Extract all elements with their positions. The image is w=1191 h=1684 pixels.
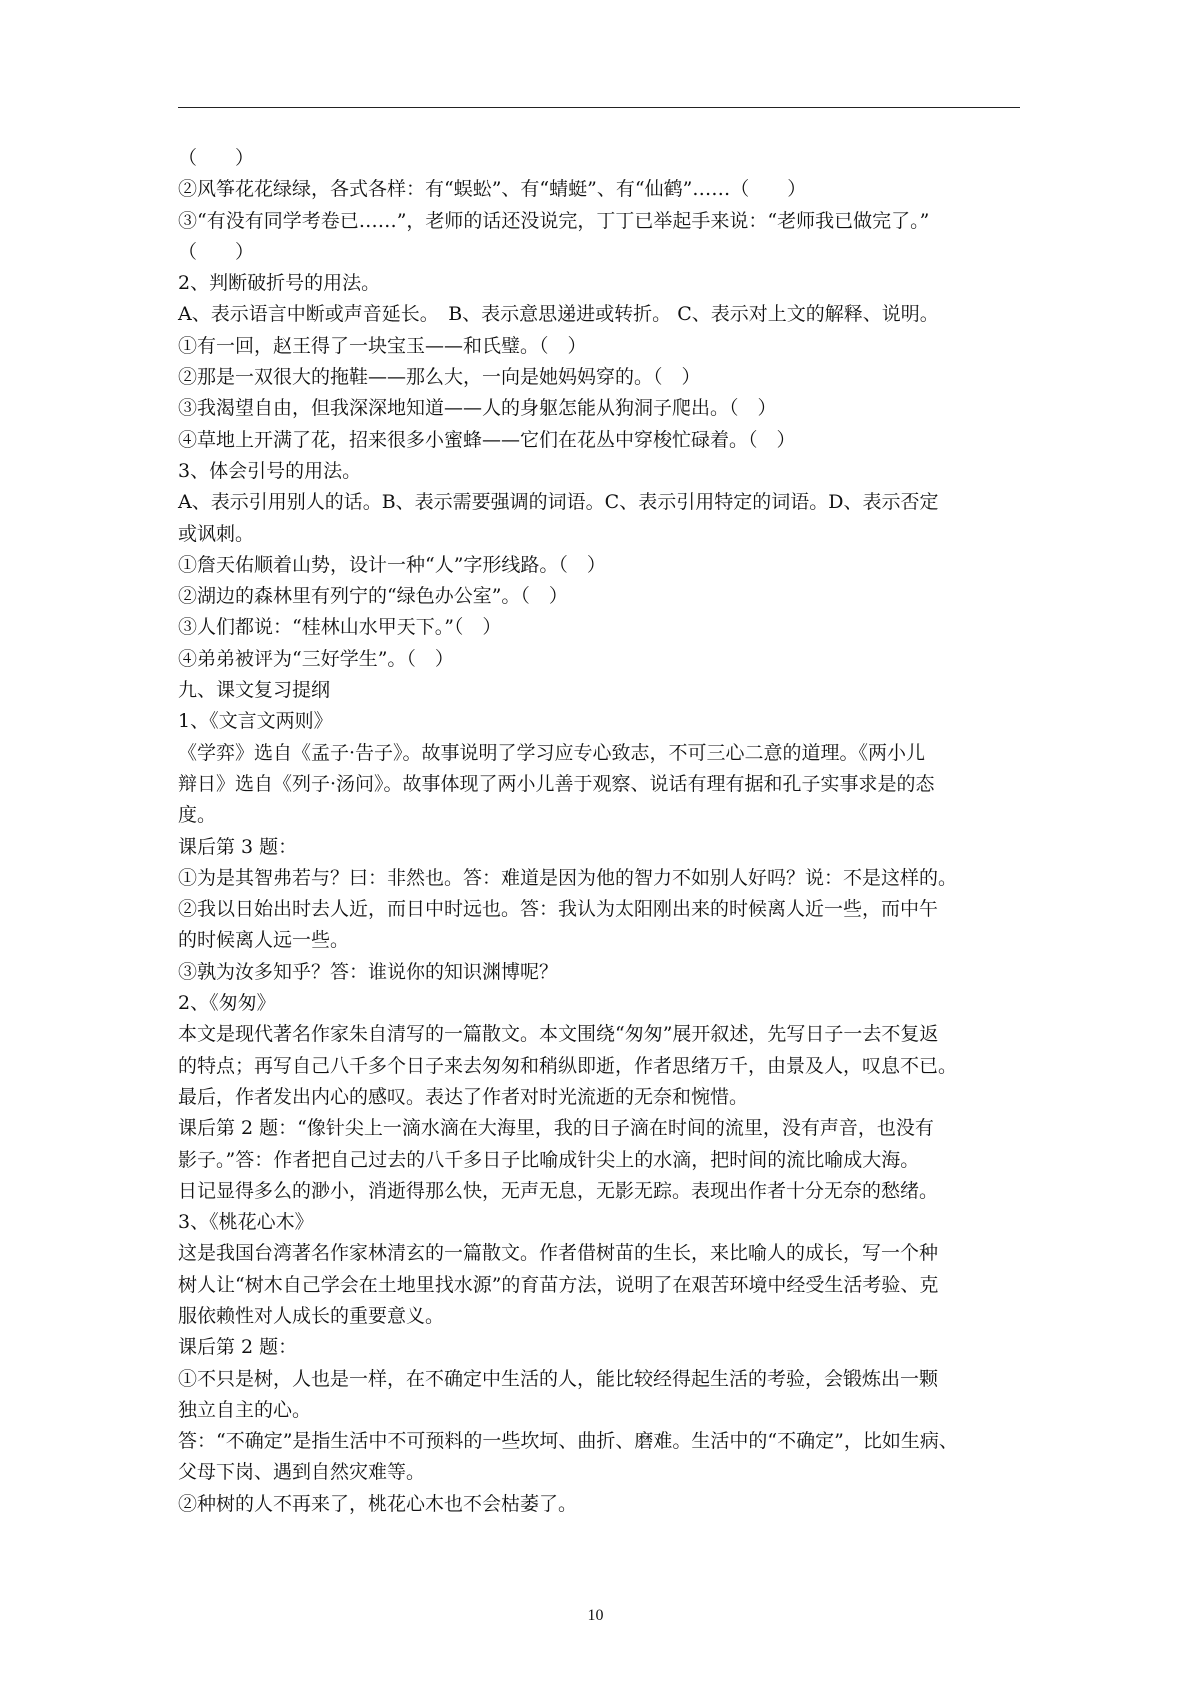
text-line: 独立自主的心。	[178, 1398, 312, 1421]
text-line: 答：“不确定”是指生活中不可预料的一些坎坷、曲折、磨难。生活中的“不确定”，比如生病、	[178, 1430, 958, 1453]
section-heading: 3、《桃花心木》	[178, 1211, 314, 1234]
text-line: ①有一回，赵王得了一块宝玉——和氏璧。（ ）	[178, 334, 587, 357]
text-line: ③人们都说：“桂林山水甲天下。”（ ）	[178, 616, 502, 639]
text-line: ②风筝花花绿绿，各式各样：有“蜈蚣”、有“蜻蜓”、有“仙鹤”……（ ）	[178, 178, 807, 201]
section-heading: 1、《文言文两则》	[178, 710, 333, 733]
text-line: ①不只是树，人也是一样，在不确定中生活的人，能比较经得起生活的考验，会锻炼出一颗	[178, 1367, 939, 1390]
text-line: ③孰为汝多知乎？答：谁说你的知识渊博呢？	[178, 960, 559, 983]
text-line: 日记显得多么的渺小，消逝得那么快，无声无息，无影无踪。表现出作者十分无奈的愁绪。	[178, 1179, 939, 1202]
text-line: ①詹天佑顺着山势，设计一种“人”字形线路。（ ）	[178, 553, 606, 576]
text-line: ②湖边的森林里有列宁的“绿色办公室”。（ ）	[178, 585, 568, 608]
text-line: ③我渴望自由，但我深深地知道——人的身躯怎能从狗洞子爬出。（ ）	[178, 397, 777, 420]
text-line: 服依赖性对人成长的重要意义。	[178, 1304, 445, 1327]
header-rule	[178, 107, 1020, 108]
text-line: ④弟弟被评为“三好学生”。（ ）	[178, 647, 454, 670]
text-line: ④草地上开满了花，招来很多小蜜蜂——它们在花丛中穿梭忙碌着。（ ）	[178, 428, 796, 451]
text-line: 辩日》选自《列子·汤问》。故事体现了两小儿善于观察、说话有理有据和孔子实事求是的态	[178, 772, 935, 795]
text-line: 的特点；再写自己八千多个日子来去匆匆和稍纵即逝，作者思绪万千，由景及人，叹息不已。	[178, 1054, 958, 1077]
text-line: 的时候离人远一些。	[178, 929, 350, 952]
text-line: 这是我国台湾著名作家林清玄的一篇散文。作者借树苗的生长，来比喻人的成长，写一个种	[178, 1242, 939, 1265]
text-line: A、表示语言中断或声音延长。 B、表示意思递进或转折。 C、表示对上文的解释、说明。	[178, 303, 939, 326]
document-body	[178, 143, 1026, 1520]
section-heading: 3、体会引号的用法。	[178, 459, 362, 482]
text-line: ②那是一双很大的拖鞋——那么大，一向是她妈妈穿的。（ ）	[178, 366, 701, 389]
text-line: ①为是其智弗若与？曰：非然也。答：难道是因为他的智力不如别人好吗？说：不是这样的。	[178, 866, 958, 889]
text-line: 课后第 2 题：“像针尖上一滴水滴在大海里，我的日子滴在时间的流里，没有声音，也没有	[178, 1117, 934, 1140]
text-line: 本文是现代著名作家朱自清写的一篇散文。本文围绕“匆匆”展开叙述，先写日子一去不复返	[178, 1023, 939, 1046]
text-line: 度。	[178, 804, 217, 827]
text-line: 影子。”答：作者把自己过去的八千多日子比喻成针尖上的水滴，把时间的流比喻成大海。	[178, 1148, 920, 1171]
text-line: 课后第 2 题：	[178, 1336, 298, 1359]
text-line: 课后第 3 题：	[178, 835, 298, 858]
section-heading: 2、判断破折号的用法。	[178, 272, 381, 295]
text-line: ③“有没有同学考卷已……”，老师的话还没说完，丁丁已举起手来说：“老师我已做完了。”	[178, 209, 930, 232]
text-line: 最后，作者发出内心的感叹。表达了作者对时光流逝的无奈和惋惜。	[178, 1085, 749, 1108]
text-line: ②我以日始出时去人近，而日中时远也。答：我认为太阳刚出来的时候离人近一些，而中午	[178, 898, 939, 921]
text-line: 树人让“树木自己学会在土地里找水源”的育苗方法，说明了在艰苦环境中经受生活考验、克	[178, 1273, 939, 1296]
section-heading: 2、《匆匆》	[178, 992, 276, 1015]
text-line: A、表示引用别人的话。B、表示需要强调的词语。C、表示引用特定的词语。D、表示否定	[178, 491, 939, 514]
text-line: （ ）	[178, 240, 255, 263]
text-line: 或讽刺。	[178, 522, 255, 545]
text-line: 《学弈》选自《孟子·告子》。故事说明了学习应专心致志，不可三心二意的道理。《两小儿	[178, 741, 926, 764]
chapter-heading: 九、课文复习提纲	[178, 679, 331, 702]
text-line: ②种树的人不再来了，桃花心木也不会枯萎了。	[178, 1492, 578, 1515]
page-number: 10	[587, 1607, 604, 1624]
text-line: （ ）	[178, 147, 255, 169]
text-line: 父母下岗、遇到自然灾难等。	[178, 1461, 426, 1484]
